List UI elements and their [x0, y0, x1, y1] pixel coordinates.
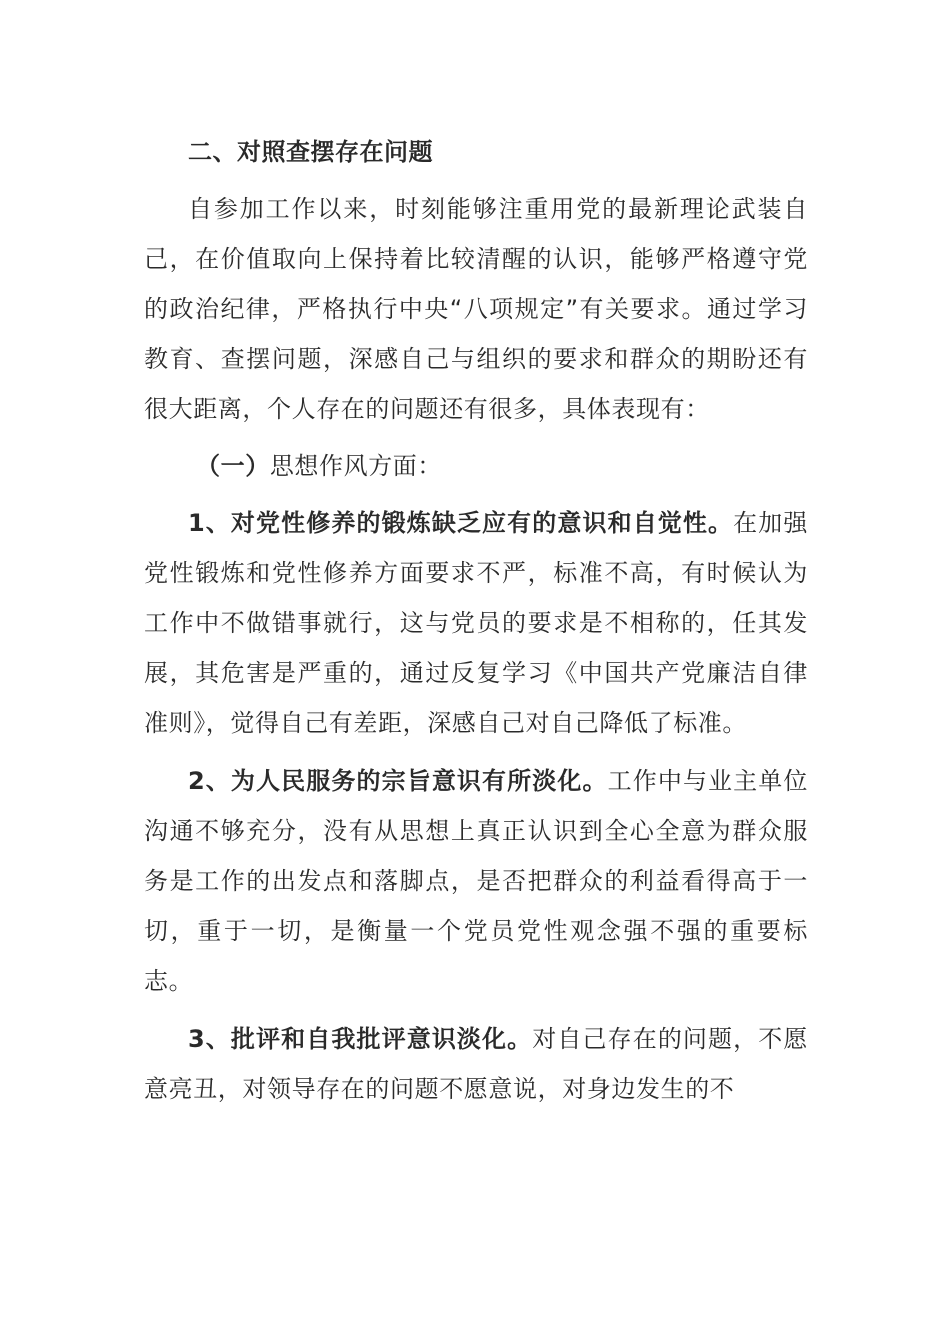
problem-item-lead: 1、对党性修养的锻炼缺乏应有的意识和自觉性。 — [188, 509, 734, 537]
problem-item-body: 工作中与业主单位沟通不够充分，没有从思想上真正认识到全心全意为群众服务是工作的出发点和落脚点，是否把群众的利益看得高于一切，重于一切，是衡量一个党员党性观念强不强的重要标志。 — [144, 767, 808, 995]
section-heading: 二、对照查摆存在问题 — [188, 138, 433, 166]
subsection-number: （一） — [196, 452, 270, 480]
problem-item-1 — [144, 498, 808, 748]
intro-paragraph: 自参加工作以来，时刻能够注重用党的最新理论武装自己，在价值取向上保持着比较清醒的认识，能够严格遵守党的政治纪律，严格执行中央“八项规定”有关要求。通过学习教育、查摆问题，深感自己与组织的要求和群众的期盼还有很大距离，个人存在的问题还有很多，具体表现有： — [144, 195, 808, 423]
subsection-title: 思想作风方面： — [269, 452, 443, 480]
subsection-heading — [144, 442, 808, 490]
document-body — [144, 128, 808, 1114]
problem-item-body: 对自己存在的问题，不愿意亮丑，对领导存在的问题不愿意说，对身边发生的不 — [144, 1025, 808, 1103]
problem-item-body: 在加强党性锻炼和党性修养方面要求不严，标准不高，有时候认为工作中不做错事就行，这与党员的要求是不相称的，任其发展，其危害是严重的，通过反复学习《中国共产党廉洁自律准则》，觉得自己有差距，深感自己对自己降低了标准。 — [144, 509, 808, 737]
problem-item-lead: 3、批评和自我批评意识淡化。 — [188, 1025, 533, 1053]
problem-item-2 — [144, 756, 808, 1006]
problem-item-3 — [144, 1014, 808, 1114]
problem-item-lead: 2、为人民服务的宗旨意识有所淡化。 — [188, 767, 608, 795]
